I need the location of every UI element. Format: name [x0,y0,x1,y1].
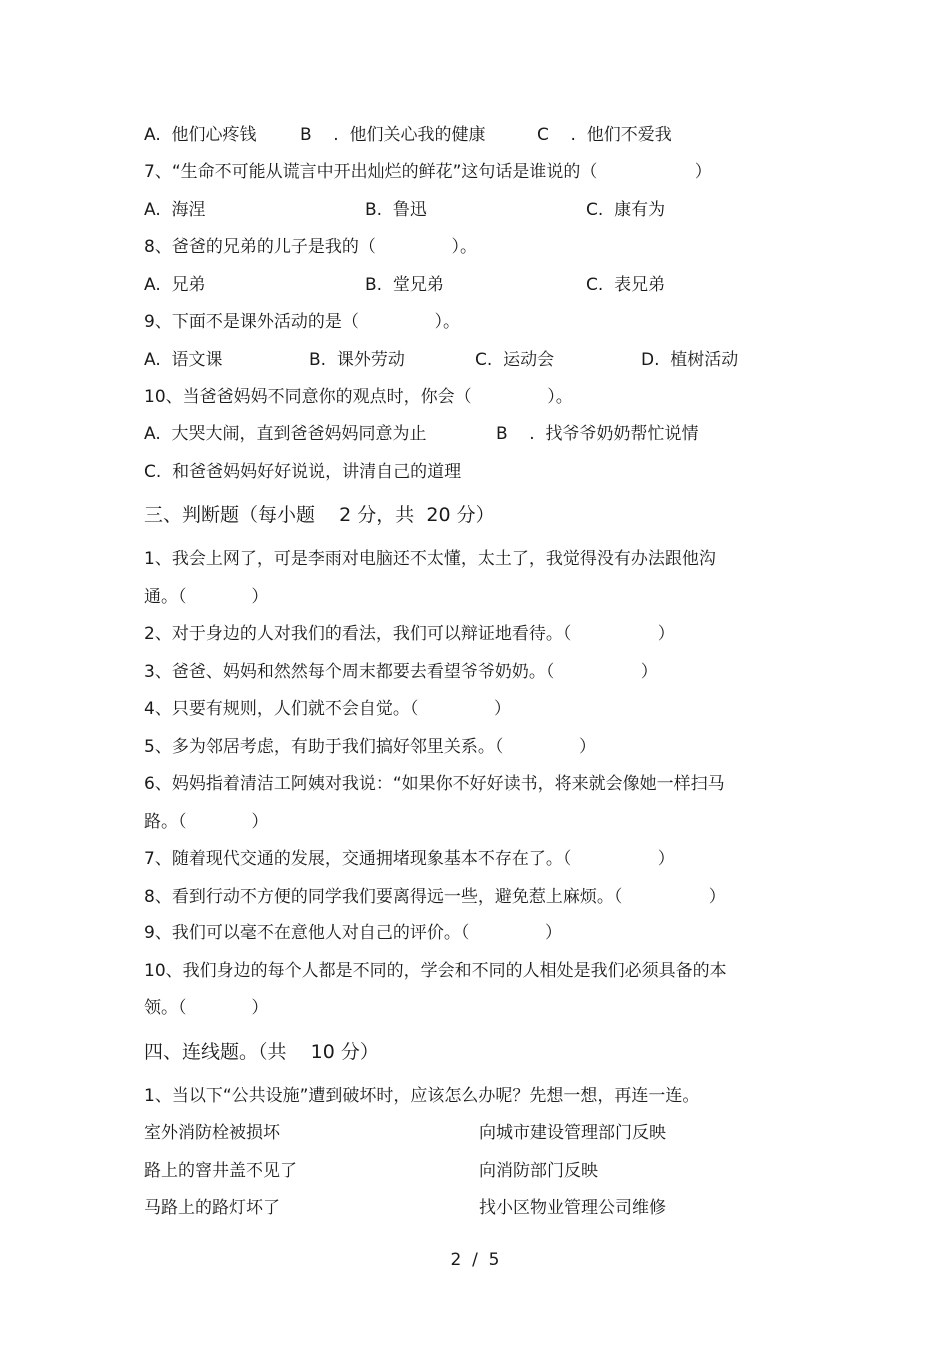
s3-item-10: 10、我们身边的每个人都是不同的，学会和不同的人相处是我们必须具备的本 [144,961,727,981]
match-left-3: 马路上的路灯坏了 [144,1198,280,1218]
q6-option-a: A. 他们心疼钱 [144,125,257,145]
q8-option-a: A. 兄弟 [144,275,206,295]
q6-option-c: C . 他们不爱我 [537,125,672,145]
s3-item-4: 4、只要有规则，人们就不会自觉。（ ） [144,699,511,719]
s3-item-6: 6、妈妈指着清洁工阿姨对我说：“如果你不好好读书，将来就会像她一样扫马 [144,774,725,794]
q7-option-b: B. 鲁迅 [365,200,427,220]
section4-title: 四、连线题。（共 10 分） [144,1041,379,1063]
page-number: 2 / 5 [450,1250,500,1270]
q9-option-b: B. 课外劳动 [309,350,405,370]
q9-option-d: D. 植树活动 [641,350,739,370]
section3-title: 三、判断题（每小题 2 分，共 20 分） [144,504,495,526]
q10-option-c: C. 和爸爸妈妈好好说说，讲清自己的道理 [144,462,462,482]
q6-option-b: B . 他们关心我的健康 [300,125,486,145]
s3-item-7: 7、随着现代交通的发展，交通拥堵现象基本不存在了。（ ） [144,849,675,869]
s3-item-2: 2、对于身边的人对我们的看法，我们可以辩证地看待。（ ） [144,624,675,644]
s3-item-8: 8、看到行动不方便的同学我们要离得远一些，避免惹上麻烦。（ ） [144,887,726,907]
q10-option-a: A. 大哭大闹，直到爸爸妈妈同意为止 [144,424,427,444]
q8-option-b: B. 堂兄弟 [365,275,444,295]
s3-item-5: 5、多为邻居考虑，有助于我们搞好邻里关系。（ ） [144,737,596,757]
match-right-2: 向消防部门反映 [479,1161,598,1181]
match-right-3: 找小区物业管理公司维修 [479,1198,666,1218]
q9-option-a: A. 语文课 [144,350,223,370]
q7-option-a: A. 海涅 [144,200,206,220]
q10-option-b: B . 找爷爷奶奶帮忙说情 [496,424,699,444]
q7-text: 7、“生命不可能从谎言中开出灿烂的鲜花”这句话是谁说的（ ） [144,162,712,182]
q9-text: 9、下面不是课外活动的是（ ）。 [144,312,460,332]
s3-item-6-cont: 路。（ ） [144,812,269,832]
q9-option-c: C. 运动会 [475,350,555,370]
s4-question: 1、当以下“公共设施”遭到破坏时，应该怎么办呢？先想一想，再连一连。 [144,1086,700,1106]
q8-text: 8、爸爸的兄弟的儿子是我的（ ）。 [144,237,477,257]
q7-option-c: C. 康有为 [586,200,666,220]
s3-item-1-cont: 通。（ ） [144,587,269,607]
match-right-1: 向城市建设管理部门反映 [479,1123,666,1143]
s3-item-1: 1、我会上网了，可是李雨对电脑还不太懂，太土了，我觉得没有办法跟他沟 [144,549,716,569]
s3-item-9: 9、我们可以毫不在意他人对自己的评价。（ ） [144,923,562,943]
match-left-2: 路上的窨井盖不见了 [144,1161,297,1181]
q10-text: 10、当爸爸妈妈不同意你的观点时，你会（ ）。 [144,387,573,407]
match-left-1: 室外消防栓被损坏 [144,1123,280,1143]
q8-option-c: C. 表兄弟 [586,275,666,295]
s3-item-10-cont: 领。（ ） [144,998,269,1018]
s3-item-3: 3、爸爸、妈妈和然然每个周末都要去看望爷爷奶奶。（ ） [144,662,658,682]
